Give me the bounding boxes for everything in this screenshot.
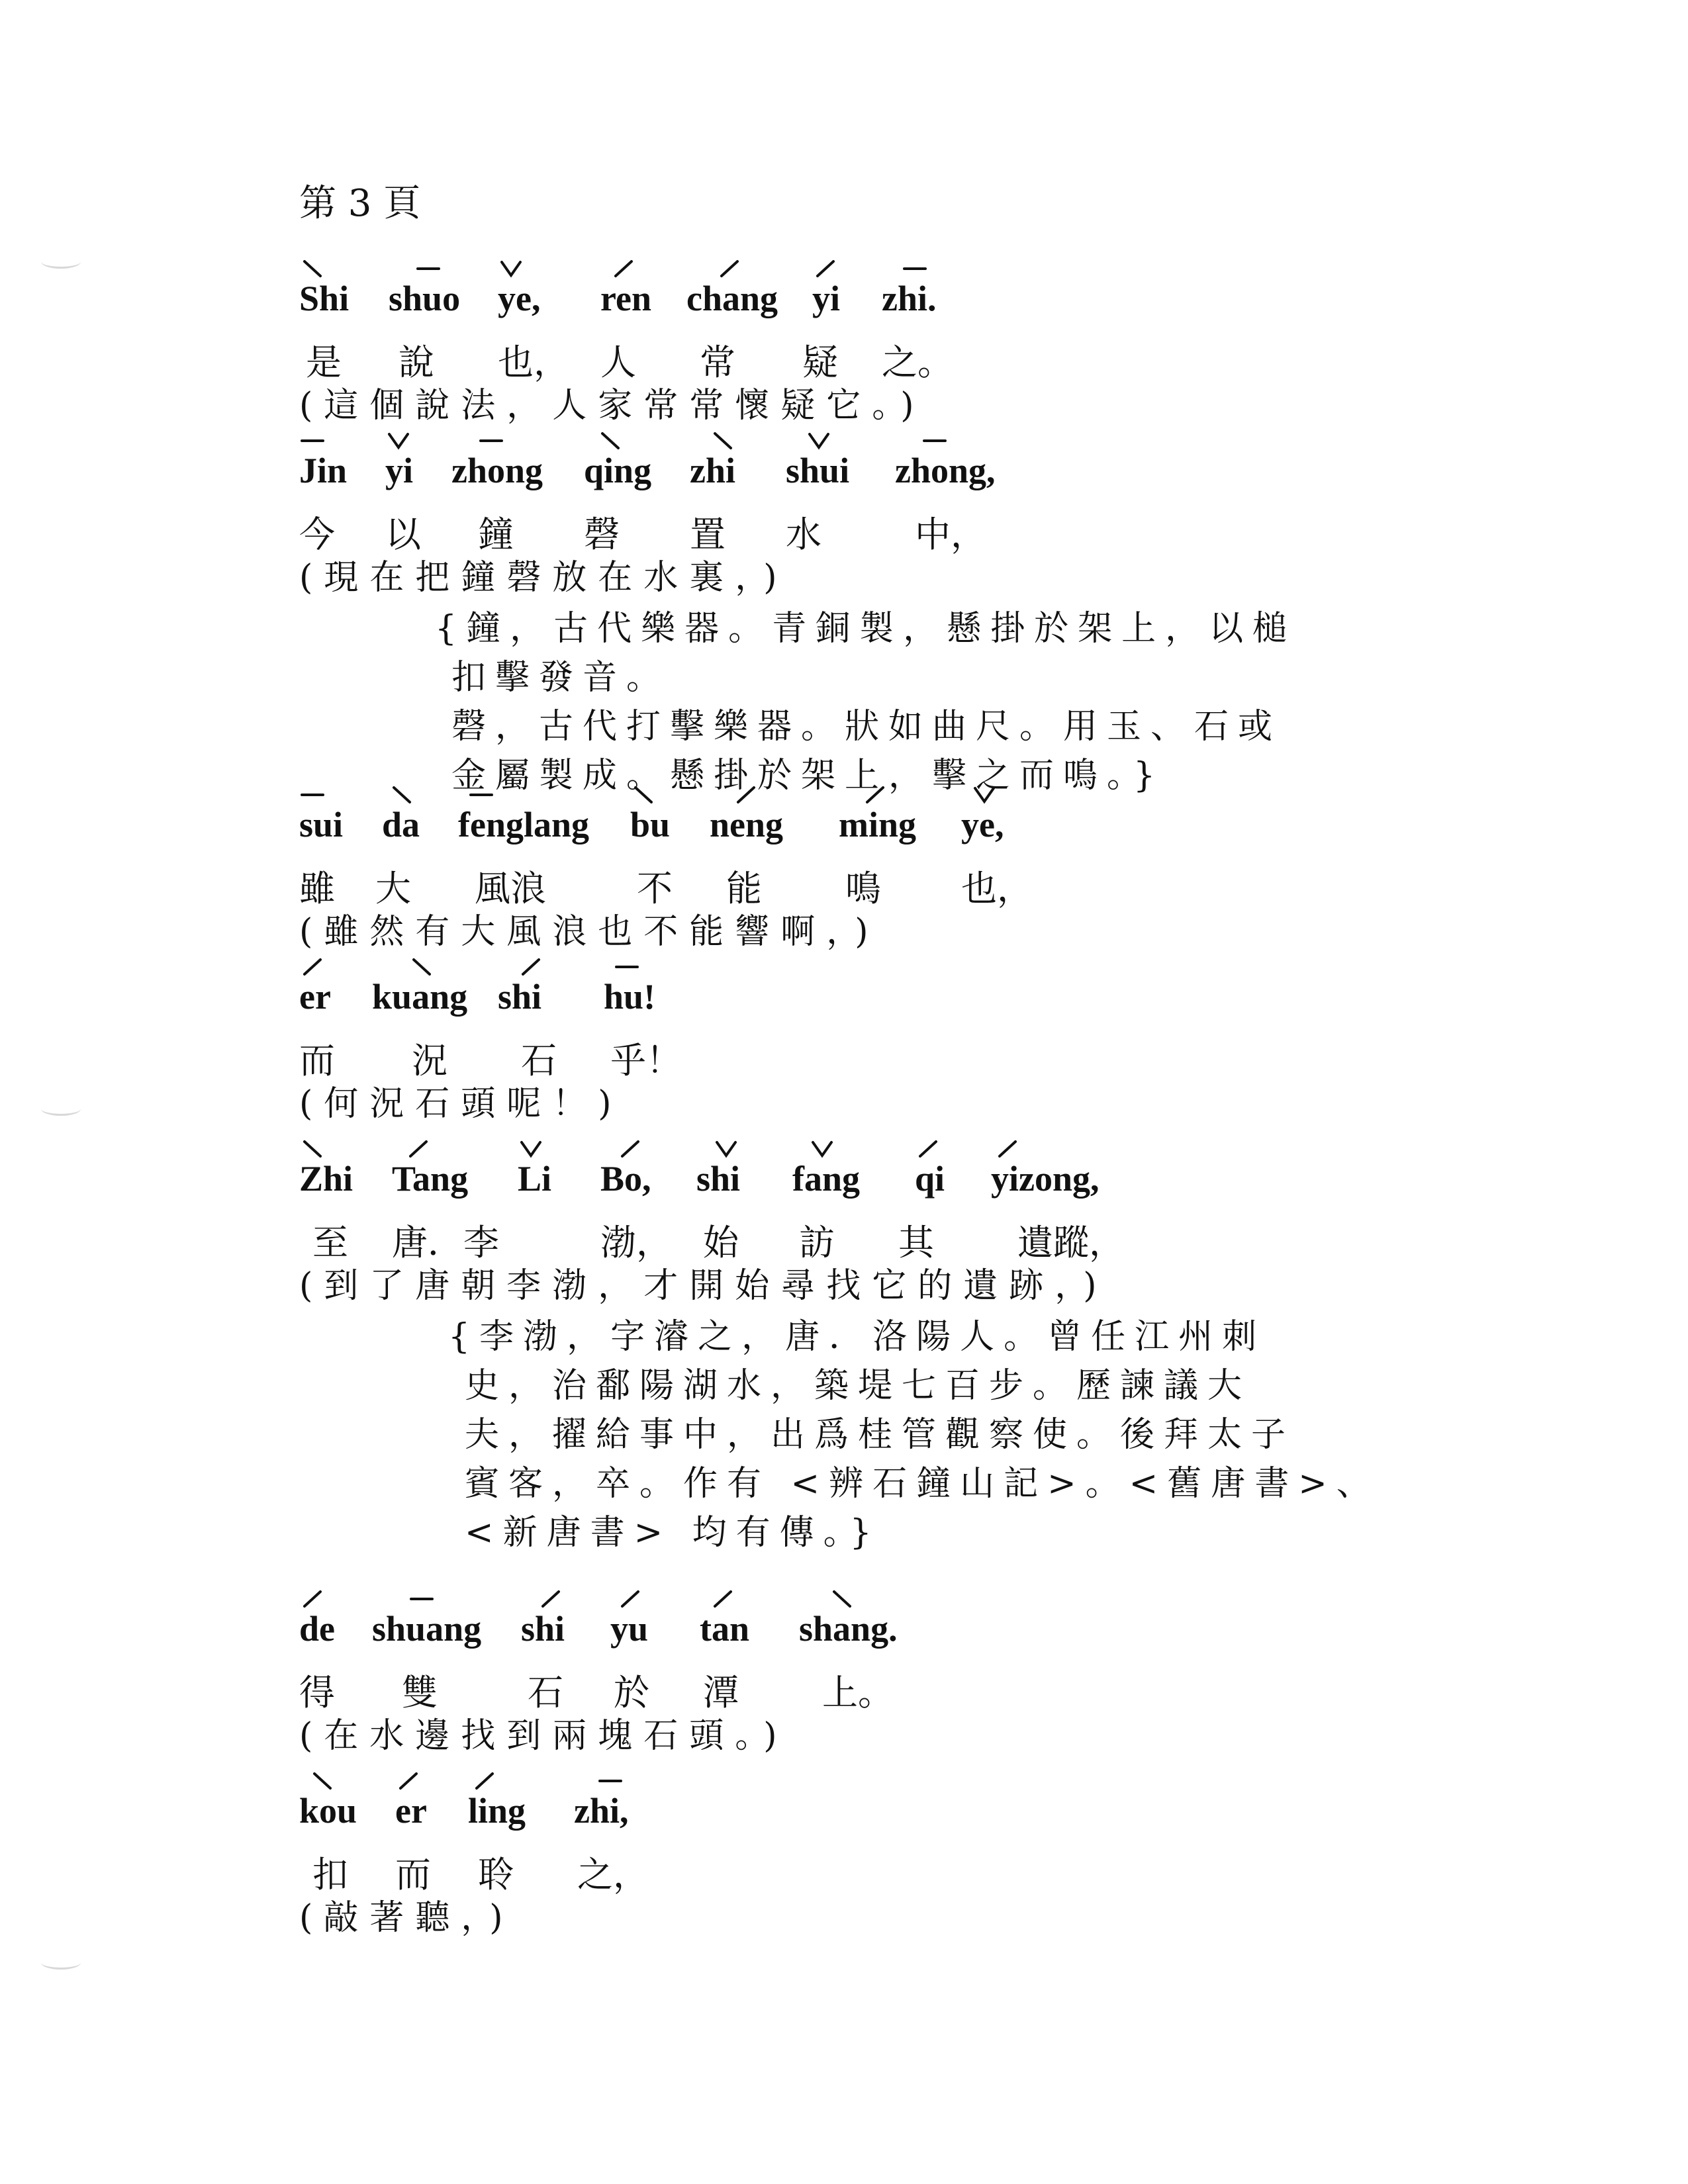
tone-mark-icon <box>309 1772 336 1790</box>
tone-mark-icon <box>299 259 326 278</box>
pinyin-syllable: yu <box>610 1608 648 1649</box>
tone-mark-icon <box>610 259 637 278</box>
pinyin-line <box>299 265 937 334</box>
hanzi-char: 而 <box>299 1040 335 1081</box>
pinyin-syllable: ming <box>839 804 916 845</box>
tone-mark-icon <box>299 1590 326 1608</box>
pinyin-syllable: shuo <box>389 278 460 319</box>
pinyin-syllable: Tang <box>392 1158 468 1199</box>
pinyin-syllable: kuang <box>372 976 467 1017</box>
pinyin-syllable: shi <box>521 1608 565 1649</box>
verse-block <box>299 1145 1380 1557</box>
pinyin-syllable: yi <box>812 278 840 319</box>
hanzi-char: 上。 <box>822 1672 894 1713</box>
tone-mark-icon <box>713 1140 739 1158</box>
tone-mark-icon <box>614 958 640 976</box>
hanzi-char: 潭 <box>703 1672 739 1713</box>
hanzi-char: 是 <box>306 341 342 383</box>
hanzi-char: 聆 <box>478 1854 514 1895</box>
hanzi-line <box>299 860 1033 909</box>
pinyin-syllable: da <box>382 804 420 845</box>
tone-mark-icon <box>408 1590 435 1608</box>
note-line: {李渤，字濬之，唐．洛陽人。曾任江州刺 <box>448 1317 1266 1357</box>
tone-mark-icon <box>617 1140 643 1158</box>
pinyin-syllable: ye, <box>961 804 1004 845</box>
verse-block <box>299 963 682 1128</box>
pinyin-syllable: fenglang <box>458 804 589 845</box>
pinyin-line <box>299 1595 898 1664</box>
tone-mark-icon <box>389 786 415 804</box>
translation-line: (這個說法，人家常常懷疑它。) <box>299 386 925 426</box>
tone-mark-icon <box>921 432 948 450</box>
hanzi-char: 中， <box>915 514 986 555</box>
pinyin-syllable: qi <box>915 1158 945 1199</box>
translation-line: (何況石頭呢！) <box>299 1084 623 1124</box>
tone-mark-icon <box>471 1772 498 1790</box>
pinyin-syllable: er <box>395 1790 427 1831</box>
translation-line: (現在把鐘磬放在水裏，) <box>299 558 788 598</box>
tone-mark-icon <box>478 432 504 450</box>
tone-mark-icon <box>617 1590 643 1608</box>
tone-mark-icon <box>498 259 524 278</box>
hanzi-char: 也， <box>961 868 1033 909</box>
translation-line: (在水邊找到兩塊石頭。) <box>299 1716 788 1756</box>
pinyin-syllable: yizong, <box>991 1158 1100 1199</box>
pinyin-syllable: Li <box>518 1158 551 1199</box>
hanzi-line <box>299 1664 894 1713</box>
tone-mark-icon <box>395 1772 422 1790</box>
hanzi-char: 今 <box>299 514 335 555</box>
pinyin-syllable: Shi <box>299 278 349 319</box>
hanzi-char: 能 <box>726 868 762 909</box>
hanzi-char: 說 <box>399 341 434 383</box>
tone-mark-icon <box>468 786 494 804</box>
hanzi-char: 鳴 <box>845 868 881 909</box>
tone-mark-icon <box>415 259 442 278</box>
hanzi-char: 常 <box>700 341 735 383</box>
tone-mark-icon <box>812 259 839 278</box>
verse-block <box>299 791 1033 956</box>
note-line: 賓客，卒。作有 <辨石鐘山記>。<舊唐書>、 <box>465 1464 1380 1504</box>
pinyin-syllable: ling <box>468 1790 526 1831</box>
pinyin-syllable: zhong <box>451 450 543 491</box>
annotation-note <box>448 1312 1380 1557</box>
pinyin-line <box>299 437 1296 506</box>
hanzi-char: 不 <box>637 868 673 909</box>
hanzi-char: 其 <box>898 1222 934 1263</box>
note-line: 金屬製成。懸掛於架上，擊之而鳴。} <box>451 756 1165 796</box>
hanzi-char: 渤， <box>600 1222 672 1263</box>
verse-block <box>299 1777 649 1942</box>
translation-line: (到了唐朝李渤，才開始尋找它的遺跡，) <box>299 1266 1108 1306</box>
hanzi-line <box>299 334 953 383</box>
tone-mark-icon <box>915 1140 941 1158</box>
tone-mark-icon <box>971 786 998 804</box>
hanzi-char: 石 <box>521 1040 557 1081</box>
hanzi-char: 至 <box>312 1222 348 1263</box>
hanzi-char: 雙 <box>402 1672 438 1713</box>
pinyin-syllable: kou <box>299 1790 357 1831</box>
pinyin-syllable: shi <box>498 976 541 1017</box>
hanzi-line <box>299 1032 682 1081</box>
hanzi-char: 疑 <box>802 341 838 383</box>
pinyin-syllable: Zhi <box>299 1158 353 1199</box>
annotation-note <box>435 604 1296 800</box>
hanzi-char: 置 <box>690 514 726 555</box>
hanzi-char: 人 <box>600 341 636 383</box>
note-line: 史，治鄱陽湖水，築堤七百步。歷諫議大 <box>465 1366 1252 1406</box>
hanzi-char: 得 <box>299 1672 335 1713</box>
pinyin-syllable: zhong, <box>895 450 996 491</box>
hanzi-char: 而 <box>395 1854 431 1895</box>
hanzi-char: 遺蹤， <box>1017 1222 1125 1263</box>
pinyin-syllable: Bo, <box>600 1158 651 1199</box>
tone-mark-icon <box>518 1140 544 1158</box>
tone-mark-icon <box>597 1772 624 1790</box>
hanzi-char: 唐．李 <box>392 1222 499 1263</box>
tone-mark-icon <box>994 1140 1021 1158</box>
hanzi-char: 於 <box>614 1672 649 1713</box>
pinyin-line <box>299 1777 629 1846</box>
tone-mark-icon <box>385 432 412 450</box>
punch-hole-mark <box>41 1956 81 1970</box>
hanzi-char: 訪 <box>799 1222 835 1263</box>
tone-mark-icon <box>597 432 624 450</box>
pinyin-syllable: fang <box>792 1158 860 1199</box>
verse-block <box>299 1595 898 1760</box>
hanzi-line <box>299 1846 649 1895</box>
pinyin-syllable: zhi, <box>574 1790 629 1831</box>
hanzi-char: 也， <box>498 341 569 383</box>
hanzi-char: 磬 <box>584 514 620 555</box>
pinyin-syllable: shang. <box>799 1608 898 1649</box>
pinyin-syllable: hu! <box>604 976 655 1017</box>
tone-mark-icon <box>733 786 759 804</box>
pinyin-line <box>299 791 1004 860</box>
pinyin-syllable: shi <box>696 1158 740 1199</box>
pinyin-syllable: qing <box>584 450 651 491</box>
hanzi-char: 風浪 <box>475 868 546 909</box>
pinyin-syllable: chang <box>686 278 778 319</box>
tone-mark-icon <box>862 786 888 804</box>
note-line: <新唐書> 均有傳。} <box>465 1513 881 1553</box>
tone-mark-icon <box>299 958 326 976</box>
tone-mark-icon <box>829 1590 855 1608</box>
tone-mark-icon <box>806 432 832 450</box>
translation-line: (雖然有大風浪也不能響啊，) <box>299 912 880 952</box>
note-line: 夫，擢給事中，出爲桂管觀察使。後拜太子 <box>465 1415 1295 1455</box>
hanzi-char: 雖 <box>299 868 335 909</box>
verse-block <box>299 437 1296 800</box>
hanzi-char: 水 <box>786 514 821 555</box>
note-line: {鐘，古代樂器。青銅製，懸掛於架上，以槌 <box>435 609 1297 649</box>
tone-mark-icon <box>538 1590 564 1608</box>
punch-hole-mark <box>41 255 81 269</box>
tone-mark-icon <box>710 1590 736 1608</box>
hanzi-char: 之。 <box>882 341 953 383</box>
hanzi-char: 大 <box>375 868 411 909</box>
pinyin-syllable: sui <box>299 804 343 845</box>
tone-mark-icon <box>405 1140 432 1158</box>
hanzi-char: 始 <box>703 1222 739 1263</box>
pinyin-syllable: yi <box>385 450 413 491</box>
verse-block <box>299 265 953 430</box>
tone-mark-icon <box>299 1140 326 1158</box>
pinyin-syllable: zhi <box>690 450 735 491</box>
translation-line: (敲著聽，) <box>299 1898 514 1938</box>
hanzi-char: 況 <box>412 1040 447 1081</box>
pinyin-syllable: zhi. <box>882 278 937 319</box>
pinyin-syllable: tan <box>700 1608 749 1649</box>
pinyin-syllable: ye, <box>498 278 540 319</box>
tone-mark-icon <box>408 958 435 976</box>
note-line: 磬，古代打擊樂器。狀如曲尺。用玉、石或 <box>451 707 1282 747</box>
tone-mark-icon <box>630 786 657 804</box>
pinyin-syllable: de <box>299 1608 335 1649</box>
punch-hole-mark <box>41 1102 81 1116</box>
pinyin-syllable: ren <box>600 278 651 319</box>
hanzi-line <box>299 1214 1380 1262</box>
tone-mark-icon <box>716 259 743 278</box>
page-number: 第 3 頁 <box>299 182 421 225</box>
tone-mark-icon <box>518 958 544 976</box>
pinyin-syllable: Jin <box>299 450 347 491</box>
pinyin-line <box>299 1145 1380 1214</box>
hanzi-char: 乎！ <box>610 1040 682 1081</box>
pinyin-syllable: neng <box>710 804 783 845</box>
pinyin-syllable: shuang <box>372 1608 481 1649</box>
tone-mark-icon <box>299 786 326 804</box>
tone-mark-icon <box>710 432 736 450</box>
pinyin-syllable: er <box>299 976 331 1017</box>
note-line: 扣擊發音。 <box>451 658 671 698</box>
hanzi-char: 鐘 <box>478 514 514 555</box>
hanzi-char: 以 <box>385 514 421 555</box>
tone-mark-icon <box>902 259 928 278</box>
tone-mark-icon <box>809 1140 835 1158</box>
pinyin-syllable: shui <box>786 450 849 491</box>
hanzi-char: 之， <box>577 1854 649 1895</box>
hanzi-line <box>299 506 1296 554</box>
pinyin-line <box>299 963 656 1032</box>
hanzi-char: 石 <box>528 1672 563 1713</box>
tone-mark-icon <box>299 432 326 450</box>
pinyin-syllable: bu <box>630 804 670 845</box>
hanzi-char: 扣 <box>312 1854 348 1895</box>
